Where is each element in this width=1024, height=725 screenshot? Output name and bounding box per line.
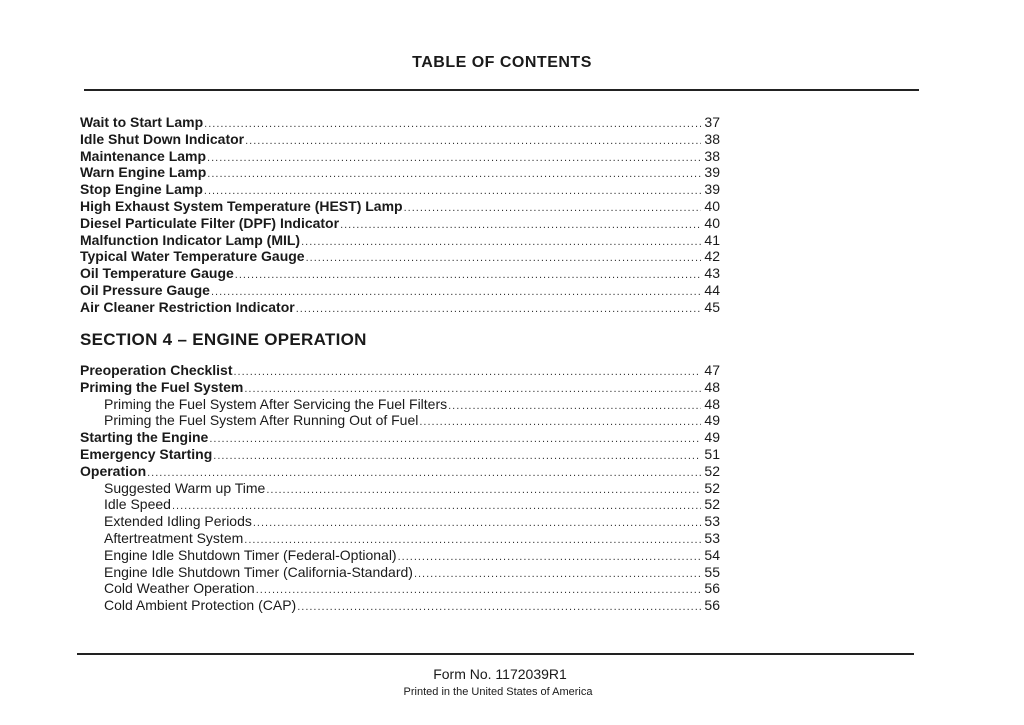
toc-entry-page: 43 — [704, 265, 720, 282]
dot-leader — [448, 398, 701, 415]
toc-entry-page: 42 — [704, 248, 720, 265]
dot-leader — [398, 549, 701, 566]
toc-entry-page: 37 — [704, 114, 720, 130]
toc-entry-page: 38 — [704, 130, 720, 147]
toc-subentry[interactable] — [80, 564, 720, 581]
toc-entry-label: Stop Engine Lamp — [80, 181, 203, 198]
toc-subentry[interactable] — [80, 496, 720, 513]
toc-entry-page: 41 — [704, 231, 720, 248]
toc-subentry[interactable] — [80, 412, 720, 429]
toc-entry-page: 39 — [704, 164, 720, 181]
dot-leader — [301, 234, 701, 251]
toc-subentry[interactable] — [80, 513, 720, 530]
toc-entry-page: 55 — [704, 563, 720, 580]
toc-entry-label: Wait to Start Lamp — [80, 114, 204, 130]
dot-leader — [207, 166, 701, 183]
toc-subentry[interactable] — [80, 480, 720, 497]
toc-entry-page: 52 — [704, 479, 720, 496]
toc-entry-label: Starting the Engine — [80, 429, 209, 446]
printed-notice: Printed in the United States of America — [403, 686, 593, 698]
toc-entry[interactable] — [80, 265, 720, 282]
toc-entry-label: High Exhaust System Temperature (HEST) Lamp — [80, 197, 403, 214]
toc-subentry[interactable] — [80, 547, 720, 564]
form-number: Form No. 1172039R1 — [433, 666, 567, 682]
toc-entry-page: 51 — [704, 445, 720, 462]
toc-entry[interactable] — [80, 463, 720, 480]
toc-entry[interactable] — [80, 232, 720, 249]
toc-entry[interactable] — [80, 215, 720, 232]
dot-leader — [204, 116, 701, 133]
toc-entry-page: 48 — [704, 378, 720, 395]
toc-entry[interactable] — [80, 299, 720, 316]
toc-entry-page: 48 — [704, 395, 720, 412]
dot-leader — [306, 250, 701, 267]
dot-leader — [213, 448, 701, 465]
toc-entry-label: Cold Ambient Protection (CAP) — [104, 597, 297, 614]
toc-entry-page: 47 — [704, 362, 720, 378]
toc-entry-page: 39 — [704, 181, 720, 198]
toc-entry[interactable] — [80, 379, 720, 396]
toc-entry-label: Maintenance Lamp — [80, 147, 207, 164]
toc-entry-page: 49 — [704, 429, 720, 446]
toc-list-lamps-gauges — [80, 114, 720, 316]
toc-entry-label: Idle Shut Down Indicator — [80, 130, 245, 147]
dot-leader — [340, 217, 701, 234]
toc-entry-page: 56 — [704, 597, 720, 614]
dot-leader — [296, 301, 701, 318]
toc-subentry[interactable] — [80, 396, 720, 413]
dot-leader — [235, 267, 701, 284]
toc-list-engine-operation — [80, 362, 720, 614]
toc-entry-page: 44 — [704, 281, 720, 298]
toc-entry-label: Warn Engine Lamp — [80, 164, 207, 181]
toc-entry-label: Engine Idle Shutdown Timer (California-Standard) — [104, 563, 413, 580]
toc-subentry[interactable] — [80, 580, 720, 597]
toc-entry-page: 56 — [704, 580, 720, 597]
toc-entry-label: Aftertreatment System — [104, 529, 244, 546]
toc-entry-label: Air Cleaner Restriction Indicator — [80, 298, 295, 315]
toc-entry-label: Priming the Fuel System — [80, 378, 244, 395]
toc-entry[interactable] — [80, 282, 720, 299]
dot-leader — [297, 599, 701, 616]
toc-entry-page: 49 — [704, 412, 720, 429]
header-divider — [84, 89, 919, 91]
toc-entry-label: Emergency Starting — [80, 445, 213, 462]
toc-entry-label: Cold Weather Operation — [104, 580, 255, 597]
toc-subentry[interactable] — [80, 597, 720, 614]
dot-leader — [414, 566, 701, 583]
toc-entry-page: 53 — [704, 529, 720, 546]
toc-entry[interactable] — [80, 181, 720, 198]
page-title: TABLE OF CONTENTS — [412, 54, 592, 71]
dot-leader — [419, 414, 701, 431]
toc-entry[interactable] — [80, 164, 720, 181]
dot-leader — [256, 582, 701, 599]
dot-leader — [209, 431, 701, 448]
toc-entry-page: 53 — [704, 513, 720, 530]
toc-entry[interactable] — [80, 198, 720, 215]
section-heading: SECTION 4 – ENGINE OPERATION — [80, 330, 367, 349]
toc-entry[interactable] — [80, 248, 720, 265]
toc-entry-page: 54 — [704, 546, 720, 563]
toc-entry-label: Suggested Warm up Time — [104, 479, 266, 496]
toc-entry-page: 52 — [704, 462, 720, 479]
dot-leader — [404, 200, 701, 217]
toc-subentry[interactable] — [80, 530, 720, 547]
toc-entry-label: Engine Idle Shutdown Timer (Federal-Optional) — [104, 546, 397, 563]
toc-entry[interactable] — [80, 114, 720, 131]
dot-leader — [253, 515, 701, 532]
toc-entry-page: 45 — [704, 298, 720, 315]
toc-entry-page: 52 — [704, 496, 720, 513]
toc-entry[interactable] — [80, 362, 720, 379]
toc-entry[interactable] — [80, 446, 720, 463]
dot-leader — [234, 364, 702, 381]
toc-entry-label: Priming the Fuel System After Running Out of Fuel — [104, 412, 419, 429]
toc-entry-page: 40 — [704, 197, 720, 214]
toc-entry-label: Idle Speed — [104, 496, 171, 513]
toc-entry-label: Priming the Fuel System After Servicing the Fuel Filters — [104, 395, 448, 412]
toc-entry-page: 38 — [704, 147, 720, 164]
toc-entry-label: Extended Idling Periods — [104, 513, 252, 530]
footer-divider — [77, 653, 914, 655]
toc-entry[interactable] — [80, 148, 720, 165]
toc-entry[interactable] — [80, 429, 720, 446]
toc-entry-label: Oil Temperature Gauge — [80, 265, 234, 282]
toc-entry-label: Operation — [80, 462, 147, 479]
toc-entry-label: Oil Pressure Gauge — [80, 281, 210, 298]
toc-entry-page: 40 — [704, 214, 720, 231]
dot-leader — [266, 482, 701, 499]
toc-entry-label: Malfunction Indicator Lamp (MIL) — [80, 231, 301, 248]
toc-entry-label: Preoperation Checklist — [80, 362, 233, 378]
toc-entry[interactable] — [80, 131, 720, 148]
dot-leader — [207, 150, 701, 167]
toc-entry-label: Typical Water Temperature Gauge — [80, 248, 305, 265]
toc-entry-label: Diesel Particulate Filter (DPF) Indicator — [80, 214, 340, 231]
dot-leader — [245, 133, 701, 150]
